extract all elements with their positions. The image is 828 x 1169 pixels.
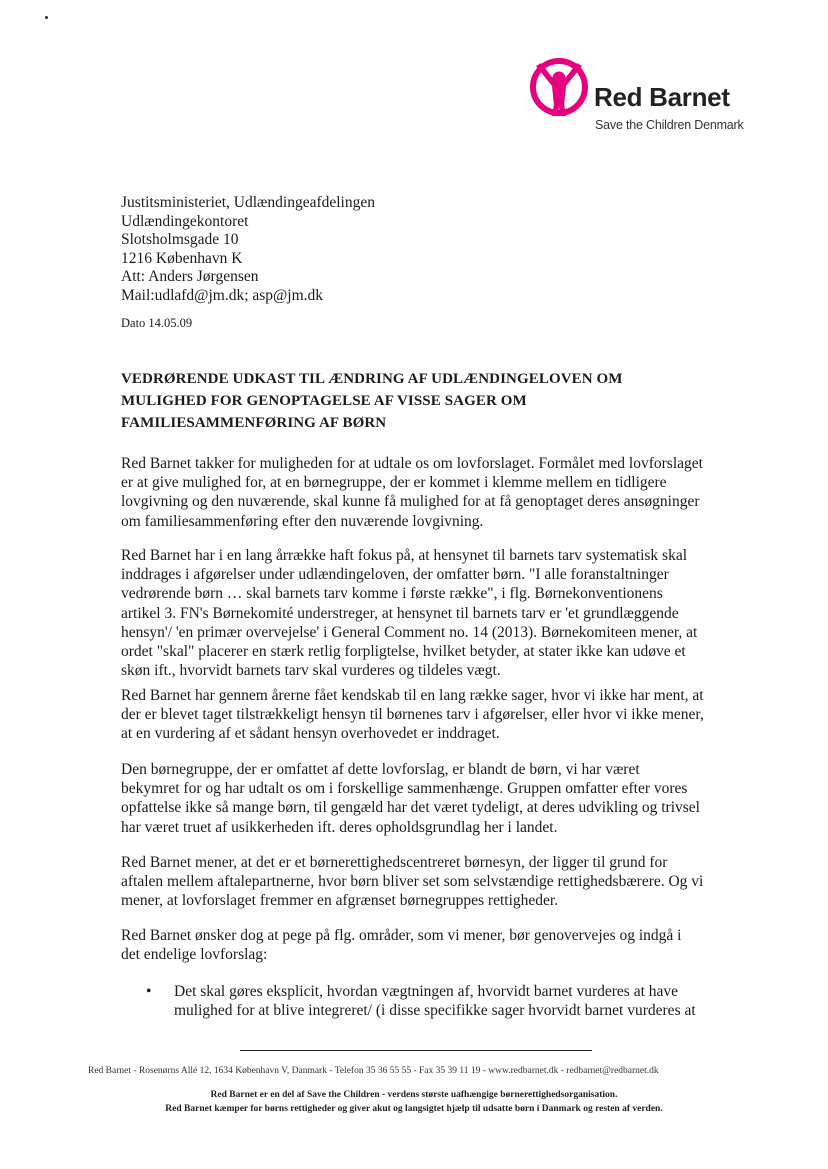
paragraph-line: aftalen mellem aftalepartnerne, hvor børn bliver set som selvstændige rettighedsbærere. Og vi xyxy=(121,873,704,891)
letter-date: Dato 14.05.09 xyxy=(121,316,193,330)
paragraph-points-intro xyxy=(121,926,706,964)
paragraph-line: har været truet af usikkerheden ift. deres opholdsgrundlag her i landet. xyxy=(121,818,558,836)
address-line: Slotsholmsgade 10 xyxy=(121,231,239,249)
footer-mission-line: Red Barnet kæmper for børns rettigheder og giver akut og langsigtet hjælp til udsatte børn i Danmark og resten af verden. xyxy=(165,1104,663,1114)
footer-divider xyxy=(240,1050,592,1051)
paragraph-line: det endelige lovforslag: xyxy=(121,946,268,964)
footer-organisation-line: Red Barnet er en del af Save the Children - verdens største uafhængige børnerettighedsorganisation. xyxy=(210,1090,618,1100)
heading-line: VEDRØRENDE UDKAST TIL ÆNDRING AF UDLÆNDINGELOVEN OM xyxy=(121,371,623,387)
paragraph-experience xyxy=(121,686,706,744)
paragraph-line: Red Barnet mener, at det er et børnerettighedscentreret børnesyn, der ligger til grund for xyxy=(121,854,668,871)
heading-line: FAMILIESAMMENFØRING AF BØRN xyxy=(121,415,387,431)
paragraph-line: mener, at lovforslaget fremmer en afgrænset børnegruppes rettigheder. xyxy=(121,892,559,910)
paragraph-line: at en vurdering af et sådant hensyn overhovedet er inddraget. xyxy=(121,725,500,743)
paragraph-purpose xyxy=(121,454,706,531)
logo-tagline: Save the Children Denmark xyxy=(595,118,744,132)
paragraph-line: lovgivning og den nuværende, skal kunne få mulighed for at få genoptaget deres ansøgninger xyxy=(121,493,700,511)
address-line: Justitsministeriet, Udlændingeafdelingen xyxy=(121,194,375,211)
footer-address: Red Barnet - Rosenørns Allé 12, 1634 København V, Danmark - Telefon 35 36 55 55 - Fax 35 39 11 19 - www.redbarnet.dk - redbarnet@redbarnet.dk xyxy=(88,1066,659,1076)
paragraph-child-group xyxy=(121,760,706,837)
paragraph-line: opfattelse ikke så mange børn, til gengæld har det været tydeligt, at deres udvikling og trivsel xyxy=(121,799,700,817)
address-line: Att: Anders Jørgensen xyxy=(121,268,259,286)
paragraph-line: artikel 3. FN's Børnekomité understreger, at hensynet til barnets tarv er 'et grundlæggende xyxy=(121,604,679,622)
bullet-line: Det skal gøres eksplicit, hvordan vægtningen af, hvorvidt barnet vurderes at have xyxy=(174,983,679,1000)
paragraph-best-interests xyxy=(121,546,706,680)
paragraph-line: Red Barnet ønsker dog at pege på flg. områder, som vi mener, bør genovervejes og indgå i xyxy=(121,927,682,944)
scan-speck xyxy=(45,16,48,19)
paragraph-line: Den børnegruppe, der er omfattet af dette lovforslag, er blandt de børn, vi har været xyxy=(121,761,640,778)
paragraph-line: Red Barnet har gennem årerne fået kendskab til en lang række sager, hvor vi ikke har ment, at xyxy=(121,687,704,704)
bullet-text xyxy=(174,982,696,1020)
logo-name: Red Barnet xyxy=(594,82,730,112)
bullet-line: mulighed for at blive integreret/ (i disse specifikke sager hvorvidt barnet vurderes at xyxy=(174,1002,696,1020)
paragraph-line: bekymret for og har udtalt os om i forskellige sammenhænge. Gruppen omfatter efter vores xyxy=(121,780,688,798)
paragraph-line: hensyn'/ 'en primær overvejelse' i General Comment no. 14 (2013). Børnekomiteen mener, at xyxy=(121,623,698,641)
heading-line: MULIGHED FOR GENOPTAGELSE AF VISSE SAGER OM xyxy=(121,393,527,409)
red-barnet-logo xyxy=(528,56,758,136)
paragraph-line: inddrages i afgørelser under udlændingeloven, der omfatter børn. "I alle foranstaltninger xyxy=(121,566,669,584)
paragraph-line: om familiesammenføring efter den nuværende lovgivning. xyxy=(121,512,484,530)
address-line: 1216 København K xyxy=(121,249,243,267)
paragraph-line: er at give mulighed for, at en børnegruppe, der er kommet i klemme mellem en tidligere xyxy=(121,474,667,492)
recipient-address xyxy=(121,194,375,306)
paragraph-line: Red Barnet har i en lang årrække haft fokus på, at hensynet til barnets tarv systematisk skal xyxy=(121,547,688,564)
address-line: Udlændingekontoret xyxy=(121,212,249,230)
bullet-icon: • xyxy=(146,983,152,1000)
child-figure-icon xyxy=(528,56,590,118)
paragraph-line: vedrørende børn … skal barnets tarv komme i første række", i flg. Børnekonventionens xyxy=(121,585,663,603)
letter-subject-heading xyxy=(121,368,681,434)
paragraph-line: Red Barnet takker for muligheden for at udtale os om lovforslaget. Formålet med lovforslaget xyxy=(121,455,703,472)
paragraph-child-rights-view xyxy=(121,853,706,911)
paragraph-line: skøn ift., hvorvidt barnets tarv skal vurderes og tildeles vægt. xyxy=(121,662,501,680)
paragraph-line: ordet "skal" placerer en stærk retlig forpligtelse, hvilket betyder, at stater ikke kan udøve et xyxy=(121,643,686,661)
address-email-line: Mail:udlafd@jm.dk; asp@jm.dk xyxy=(121,286,324,304)
paragraph-line: der er blevet taget tilstrækkeligt hensyn til børnenes tarv i afgørelser, eller hvor vi ikke mener, xyxy=(121,706,704,724)
